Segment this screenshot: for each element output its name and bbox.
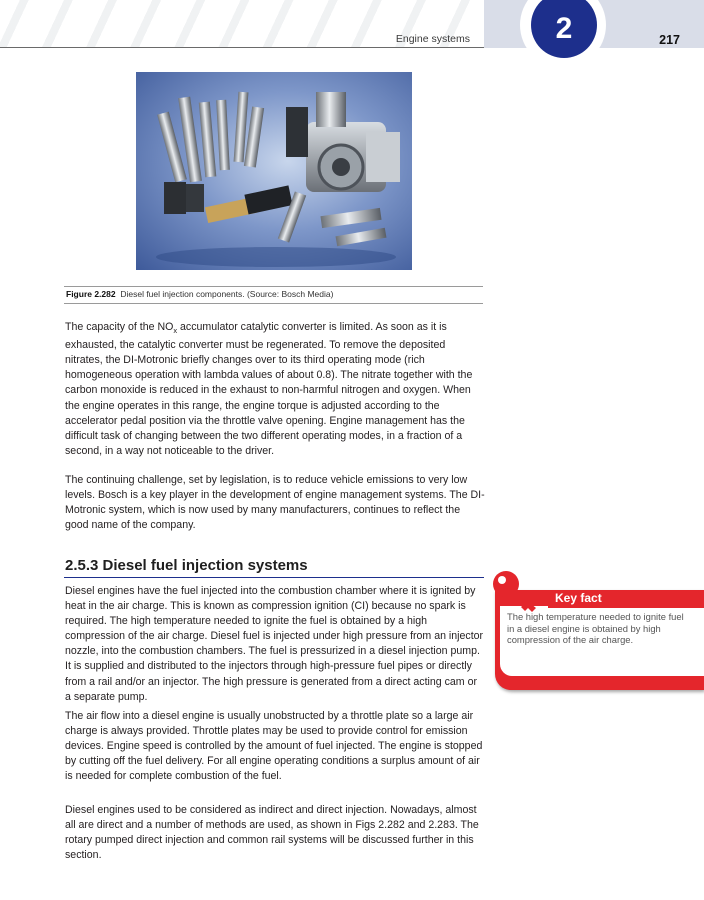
key-fact-text: The high temperature needed to ignite fuel in a diesel engine is obtained by high compression of the air charge. bbox=[507, 611, 684, 646]
paragraph-injection-types: Diesel engines used to be considered as indirect and direct injection. Nowadays, almost all are direct and a number of methods are used, as shown in Figs 2.282 and 2.283. The rotary pumped direct injection and common rail systems will be discussed further in this section. bbox=[65, 804, 479, 862]
figure-caption bbox=[66, 289, 486, 299]
paragraph-diesel-intro: Diesel engines have the fuel injected into the combustion chamber where it is ignited by heat in the air charge. This is known as compression ignition (CI) because no spark is required. The high temperature needed to ignite the fuel is obtained by a high compression of the air charge. Diesel fuel is injected under high pressure from an injector nozzle, into the combustion chambers. The fuel is pressurized in a diesel injection pump. It is supplied and distributed to the injectors through high-pressure fuel pipes or directly from a rail and/or an injector. The high pressure is generated from a direct acting cam or a separate pump. bbox=[65, 585, 484, 703]
running-head: Engine systems bbox=[395, 33, 470, 45]
paragraph-air-flow: The air flow into a diesel engine is usually unobstructed by a throttle plate so a large air charge is always provided. Throttle plates may be used to provide control for emission devices. Engine speed is controlled by the amount of fuel injected. The engine is stopped by cutting off the fuel delivery. For all engine operating conditions a surplus amount of air is needed for complete combustion of the fuel. bbox=[65, 710, 483, 783]
section-title: 2.5.3 Diesel fuel injection systems bbox=[65, 557, 308, 574]
chapter-number: 2 bbox=[555, 12, 573, 45]
figure-caption-text: Diesel fuel injection components. (Source: Bosch Media) bbox=[120, 289, 334, 299]
header-rule bbox=[0, 47, 484, 48]
fuel-injection-components-image bbox=[136, 72, 412, 270]
caption-rule-bottom bbox=[64, 303, 483, 304]
page-number: 217 bbox=[659, 33, 680, 47]
caption-rule-top bbox=[64, 286, 483, 287]
p1-subscript: x bbox=[173, 326, 178, 336]
paragraph-nox-regeneration bbox=[65, 320, 485, 459]
figure-photo bbox=[136, 72, 412, 270]
injection-pump bbox=[286, 92, 400, 192]
p1-text-b: accumulator catalytic converter is limited. As soon as it is exhausted, the catalytic converter must be regenerated. To remove the deposited nitrates, the DI-Motronic briefly changes over to its third operating mode (rich homogeneous operation with lambda values of about 0.8). The nitrate together with the carbon monoxide is reduced in the exhaust to non-harmful nitrogen and oxygen. When the engine operates in this range, the engine torque is adjusted according to the accelerator pedal position via the throttle valve opening. Engine management has the difficult task of changing between the two different operating modes, in a fraction of a second, in a way not noticeable to the driver. bbox=[65, 321, 473, 457]
paragraph-emissions-challenge: The continuing challenge, set by legislation, is to reduce vehicle emissions to very low levels. Bosch is a key player in the development of engine management systems. The DI-Motronic system, which is now used by many manufacturers, continues to reflect the good name of the company. bbox=[65, 474, 485, 532]
figure-label: Figure 2.282 bbox=[66, 289, 116, 299]
key-icon bbox=[488, 566, 548, 614]
section-rule bbox=[64, 577, 484, 578]
p1-text-a: The capacity of the NO bbox=[65, 321, 174, 333]
key-fact-title: Key fact bbox=[555, 591, 602, 605]
